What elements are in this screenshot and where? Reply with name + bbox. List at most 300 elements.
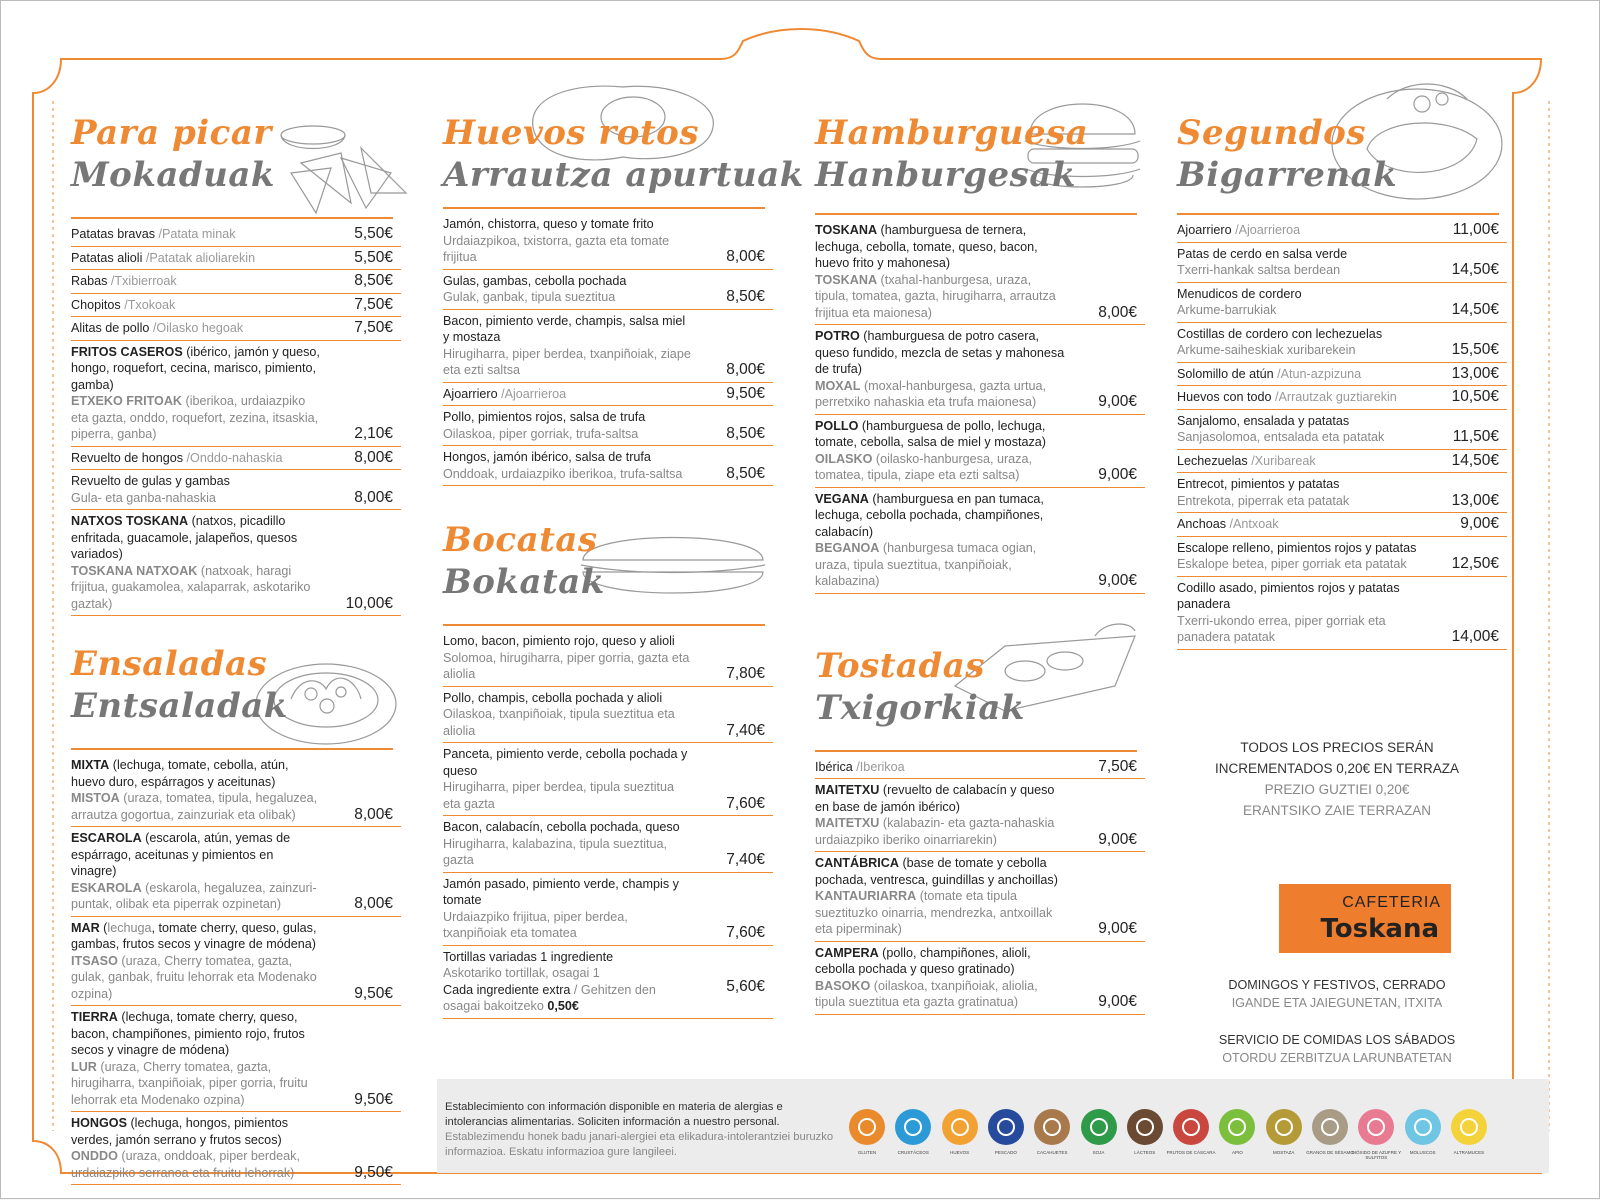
item-price: 8,00€ [726,248,765,265]
item-name-es [71,250,321,267]
item-name: VEGANA [815,491,869,506]
item-text-eu: (uraza, Cherry tomatea, gazta, hirugiharra, txanpiñoiak, piper gorria, fruitu lehorrak eta Modenako ozpina) [71,1059,308,1107]
shell-icon [1405,1109,1441,1145]
list-item [1177,537,1507,577]
item-name-eu: ETXEKO FRITOAK [71,394,183,408]
list-item [71,917,401,1007]
soy-icon [1081,1109,1117,1145]
list-item [443,383,773,407]
item-name-es [1177,389,1427,406]
item-text: (lechuga, tomate, cebolla, atún, huevo duro, espárragos y aceitunas) [71,758,289,789]
item-description-eu [815,540,1065,590]
item-name: TOSKANA [815,223,878,237]
item-name: POTRO [815,329,860,343]
item-name-es [1177,326,1427,343]
list-item [71,447,401,471]
item-name-es [443,273,693,290]
list-item [815,219,1145,325]
item-price: 5,60€ [726,978,765,995]
allergen-label: DIÓXIDO DE AZUFRE Y SULFITOS [1351,1150,1402,1160]
item-price: 8,50€ [726,464,765,482]
list-item [443,630,773,687]
lunch-note [1187,1031,1487,1067]
item-price: 7,80€ [726,665,765,682]
column-4 [1177,113,1507,650]
item-description-es [71,920,321,953]
sulphite-icon [1358,1109,1394,1145]
item-text: Menudicos de cordero [1177,286,1302,301]
item-name-es [1177,540,1427,557]
section-title-segundos [1177,113,1507,219]
item-text: Rabas [71,274,108,288]
section-divider [443,624,765,626]
item-price: 7,60€ [726,924,765,941]
item-name-eu: Solomoa, hirugiharra, piper gorria, gazta eta aliolia [443,650,690,681]
item-text: (hamburguesa de potro casera, queso fundido, mezcla de setas y mahonesa de trufa) [815,329,1065,376]
allergen-label: MOSTAZA [1272,1150,1295,1155]
list-item [443,873,773,946]
item-description-es [71,344,321,394]
item-name-es [71,297,321,314]
list-item [71,270,401,294]
list-item [815,779,1145,852]
item-name-eu-inline: /Ajoarrieroa [497,386,567,401]
item-description-eu [71,790,321,823]
item-price: 9,00€ [1098,830,1137,848]
item-text: Alitas de pollo [71,321,150,335]
list-item [815,325,1145,415]
item-price: 8,00€ [354,895,393,912]
item-name-es [443,313,693,346]
item-name-es [1177,476,1427,493]
item-text-eu: (natxoak, haragi frijitua, guakamolea, xalaparrak, askotariko gaztak) [71,563,311,611]
logo-line-1: CAFETERIA [1342,894,1441,911]
item-name-eu: Gula- eta ganba-nahaskia [71,490,216,505]
section-divider [815,750,1137,752]
list-item [71,827,401,917]
item-name-eu: ESKAROLA [71,880,142,895]
item-text: Entrecot, pimientos y patatas [1177,477,1340,491]
item-text: Pollo, pimientos rojos, salsa de trufa [443,410,646,424]
allergen-info-es: Establecimiento con información disponible en materia de alergias e intolerancias alimentarias. Soliciten información a nuestro personal. [445,1101,783,1128]
item-price: 15,50€ [1451,341,1499,358]
item-description-es [71,1115,321,1148]
item-text: Jamón pasado, pimiento verde, champis y tomate [443,876,679,907]
item-price: 9,50€ [354,1163,393,1181]
item-name-eu: TOSKANA [815,272,878,287]
item-text: Revuelto de hongos [71,450,184,465]
section-divider [443,207,765,209]
section-divider [71,217,393,219]
item-price: 8,00€ [1098,303,1137,321]
item-text-eu: (kalabazin- eta gazta-nahaskia urdaiazpiko iberiko oinarriarekin) [815,816,1055,847]
list-item [815,942,1145,1015]
list-item [71,341,401,447]
mustard-icon [1266,1109,1302,1145]
item-text-eu: (eskarola, hegaluzea, zainzuri-puntak, olibak eta piperrak ozpinetan) [71,880,317,911]
allergen-label: ALTRAMUCES [1453,1150,1485,1155]
closed-note-eu: IGANDE ETA JAIEGUNETAN, ITXITA [1231,996,1443,1010]
column-3 [815,113,1145,1015]
list-item [1177,386,1507,410]
item-price: 10,50€ [1451,388,1499,405]
item-price: 9,00€ [1098,993,1137,1010]
terraza-note-eu: PREZIO GUZTIEI 0,20€ ERANTSIKO ZAIE TERRAZAN [1242,782,1432,818]
section-heading-es: Segundos [1177,113,1366,153]
lunch-note-eu: OTORDU ZERBITZUA LARUNBATETAN [1222,1051,1452,1065]
item-description-eu [71,563,321,613]
item-text: (hamburguesa de ternera, lechuga, cebolla, tomate, queso, bacon, huevo frito y mahonesa) [815,223,1038,270]
item-name-eu-inline: /Xuribareak [1247,453,1316,468]
item-price: 14,50€ [1451,301,1499,318]
section-heading-eu: Entsaladak [71,686,288,726]
closed-note-es: DOMINGOS Y FESTIVOS, CERRADO [1228,978,1446,992]
item-price: 2,10€ [354,425,393,442]
item-name-es [1177,580,1427,613]
peanut-icon [1034,1109,1070,1145]
item-price: 9,50€ [354,984,393,1002]
item-description-es [815,945,1065,978]
item-text-eu: (uraza, tomatea, tipula, hegaluzea, arrautza gogortua, zainzuriak eta olibak) [71,791,318,822]
list-item [443,310,773,383]
item-text: Ajoarriero [443,386,498,401]
item-description-es [815,855,1065,888]
item-text: Solomillo de atún [1177,366,1274,381]
cafeteria-toskana-logo [1279,884,1451,953]
item-text: Patas de cerdo en salsa verde [1177,246,1348,261]
item-name-es [1177,246,1427,263]
list-item [71,247,401,271]
item-name-es [443,819,693,836]
item-price: 7,40€ [726,851,765,868]
item-name-es [1177,286,1427,303]
list-item [443,687,773,744]
crab-icon [895,1109,931,1145]
item-text-eu: (uraza, onddoak, piper berdeak, urdaiazpiko serranoa eta fruitu lehorrak) [71,1149,300,1180]
item-price: 11,50€ [1452,428,1499,445]
item-name-es [71,450,321,467]
list-item [815,488,1145,594]
item-price: 12,50€ [1451,555,1499,572]
item-price: 5,50€ [354,248,393,266]
item-price: 9,00€ [1098,572,1137,589]
item-name-es [71,320,321,337]
section-title-tostadas [815,646,1145,756]
item-name-eu: BEGANOA [815,541,880,555]
list-item [443,213,773,270]
item-name-es [443,633,693,650]
allergen-label: PESCADO [994,1150,1017,1155]
list-item [815,415,1145,488]
item-text: Huevos con todo [1177,390,1272,404]
closed-note [1187,976,1487,1012]
item-text: Ibérica [815,759,853,774]
item-name-es [443,690,693,707]
item-description-eu [71,1148,321,1181]
item-description-eu [71,953,321,1003]
item-text: , tomate cherry, queso, gulas, gambas, frutos secos y vinagre de módena) [71,920,317,951]
menu-list-huevos [443,213,773,486]
list-item [443,816,773,873]
list-item [1177,243,1507,283]
list-item [1177,363,1507,387]
item-description-eu [815,815,1065,848]
list-item [71,510,401,616]
item-text: Bacon, pimiento verde, champis, salsa miel y mostaza [443,313,686,344]
list-item [1177,473,1507,513]
item-price: 9,00€ [1098,393,1137,410]
item-name-es [1177,453,1427,470]
section-heading-eu: Bigarrenak [1177,155,1398,195]
item-text: Hongos, jamón ibérico, salsa de trufa [443,450,651,464]
item-text-eu: (iberikoa, urdaiazpiko eta gazta, onddo, roquefort, zezina, itsaskia, piperra, ganba) [71,394,319,441]
item-description-eu [815,378,1065,411]
column-2 [443,113,804,1019]
item-price: 8,50€ [726,288,765,305]
item-description-es [815,418,1065,451]
item-text-muted: lechuga [107,920,152,935]
section-heading-eu: Arrautza apurtuak [443,155,804,195]
egg-icon [942,1109,978,1145]
list-item [1177,577,1507,650]
item-name-eu: ONDDO [71,1149,118,1163]
item-name-eu: ITSASO [71,953,118,968]
list-item [443,743,773,816]
section-heading-eu: Mokaduak [71,155,275,195]
item-name: CANTÁBRICA [815,856,899,870]
wheat-icon [849,1109,885,1145]
item-name-es [1177,413,1427,430]
item-name-eu: OILASKO [815,451,873,466]
allergen-label: CACAHUETES [1036,1150,1068,1155]
item-price: 8,50€ [354,272,393,289]
item-description-es [71,757,321,790]
item-price: 9,50€ [354,1090,393,1108]
item-name-eu: Urdaiazpikoa, txistorra, gazta eta tomate frijitua [443,233,670,264]
list-item [1177,513,1507,537]
item-text: (escarola, atún, yemas de espárrago, aceitunas y pimientos en vinagre) [71,831,291,878]
item-price: 8,00€ [354,448,393,466]
item-text-eu: (tomate eta tipula sueztituzko oinarria, mendrezka, antxoillak eta piperminak) [815,889,1053,936]
item-description-es [815,782,1065,815]
list-item [443,446,773,486]
item-description-eu [71,393,321,443]
item-text: Codillo asado, pimientos rojos y patatas panadera [1177,580,1400,611]
column-1 [71,113,401,1185]
item-name: MIXTA [71,758,110,772]
item-price: 8,00€ [354,805,393,823]
item-name-es [443,216,693,233]
item-description-es [71,830,321,880]
item-name: NATXOS TOSKANA [71,514,189,528]
item-text: Ajoarriero [1177,223,1232,237]
item-name-eu: Oilaskoa, txanpiñoiak, tipula sueztitua eta aliolia [443,707,675,738]
item-name-es: Tortillas variadas 1 ingrediente [443,949,614,964]
item-text: Revuelto de gulas y gambas [71,474,230,488]
extra-label-eu: / Gehitzen den osagai bakoitzeko [443,982,656,1013]
item-name: FRITOS CASEROS [71,344,183,359]
lunch-note-es: SERVICIO DE COMIDAS LOS SÁBADOS [1218,1033,1456,1047]
section-heading-eu: Hanburgesak [815,155,1076,195]
item-name-eu: MAITETXU [815,816,880,830]
item-extra [443,982,693,1015]
item-text-eu: (hanburgesa tumaca ogian, uraza, tipula sueztitua, txanpiñoiak, kalabazina) [815,541,1037,588]
item-price: 7,60€ [726,794,765,812]
item-text: (revuelto de calabacín y queso en base de jamón ibérico) [815,783,1055,814]
section-heading-es: Hamburguesa [815,113,1089,153]
item-name-eu: Askotariko tortillak, osagai 1 [443,966,600,980]
extra-label-es: Cada ingrediente extra [443,982,571,997]
item-name-eu: Eskalope betea, piper gorriak eta patatak [1177,557,1407,571]
item-name-eu: Hirugiharra, piper berdea, txanpiñoiak, ziape eta ezti saltsa [443,346,691,377]
item-name-eu: Gulak, ganbak, tipula sueztitua [443,290,616,304]
item-name: MAITETXU [815,783,880,797]
item-name-es [71,473,321,490]
list-item [1177,450,1507,474]
item-name-eu: BASOKO [815,978,871,993]
item-description-eu [815,451,1065,484]
item-name-es [1177,516,1427,533]
item-description-eu [71,1059,321,1109]
item-name-es [443,876,693,909]
lupin-icon [1451,1109,1487,1145]
celery-icon [1219,1109,1255,1145]
section-heading-es: Huevos rotos [443,113,700,153]
item-name-eu: Oilaskoa, piper gorriak, trufa-saltsa [443,426,639,441]
item-name-eu: Entrekota, piperrak eta patatak [1177,493,1350,508]
section-title-huevos [443,113,804,213]
item-text-eu: (moxal-hanburgesa, gazta urtua, perretxiko nahaskia eta trufa maionesa) [815,378,1046,409]
menu-list-tostadas [815,756,1145,1015]
item-name-eu-inline: /Txibierroak [110,274,177,288]
item-text: (ibérico, jamón y queso, hongo, roquefort, cecina, marisco, pimiento, gamba) [71,344,320,392]
terraza-note [1187,737,1487,821]
list-item [1177,283,1507,323]
item-text: Costillas de cordero con lechezuelas [1177,326,1383,341]
item-name-eu: MOXAL [815,378,861,393]
item-name-es [1177,366,1427,383]
allergen-info-eu: Establezimendu honek badu janari-alergiei eta elikadura-intolerantziei buruzko informazioa. Eskatu informazioa gure langileei. [445,1131,834,1158]
allergen-label: GRANOS DE SÉSAMO [1306,1150,1354,1155]
item-price: 9,00€ [1098,920,1137,937]
item-name-eu: Sanjasolomoa, entsalada eta patatak [1177,430,1385,444]
list-item [815,852,1145,942]
section-heading-eu: Bokatak [443,562,605,602]
section-heading-es: Bocatas [443,520,598,560]
list-item [71,1006,401,1112]
list-item [71,470,401,510]
list-item-tortillas [443,946,773,1019]
item-price: 9,00€ [1460,515,1499,532]
item-text: Anchoas [1177,517,1227,531]
item-name-eu: TOSKANA NATXOAK [71,563,198,578]
item-description-es [815,222,1065,272]
item-text: (pollo, champiñones, alioli, cebolla pochada y queso gratinado) [815,945,1031,976]
item-text: (hamburguesa de pollo, lechuga, tomate, cebolla, salsa de miel y mostaza) [815,418,1046,449]
allergen-label: CRUSTÁCEOS [897,1150,929,1155]
section-heading-es: Para picar [71,113,272,153]
item-name-eu: Onddoak, urdaiazpiko iberikoa, trufa-saltsa [443,466,683,481]
terraza-note-es: TODOS LOS PRECIOS SERÁN INCREMENTADOS 0,20€ EN TERRAZA [1214,740,1460,776]
item-description-es [815,491,1065,541]
allergen-label: FRUTOS DE CÁSCARA [1166,1150,1216,1155]
item-description-eu [815,888,1065,938]
item-price: 14,50€ [1451,451,1499,469]
item-name-es [443,386,693,403]
menu-list-ensaladas [71,754,401,1185]
item-price: 10,00€ [345,594,393,612]
item-text: Lomo, bacon, pimiento rojo, queso y alioli [443,634,675,648]
list-item [71,1112,401,1185]
item-text: (base de tomate y cebolla pochada, ventresca, guindillas y anchoillas) [815,856,1058,887]
item-name-eu-inline: /Antxoak [1226,517,1279,531]
extra-price: 0,50€ [547,999,579,1013]
item-text: Bacon, calabacín, cebolla pochada, queso [443,820,680,834]
item-name-eu: Urdaiazpiko frijitua, piper berdea, txanpiñoiak eta tomatea [443,909,628,940]
item-name-es [71,273,321,290]
item-text: (natxos, picadillo enfritada, guacamole, jalapeños, quesos variados) [71,514,298,561]
item-name-es [71,226,321,243]
item-price: 8,50€ [726,424,765,442]
item-description-es [71,1009,321,1059]
item-price: 11,00€ [1452,221,1499,238]
item-text-eu: (txahal-hanburgesa, uraza, tipula, tomatea, gazta, hirugiharra, arrautza frijitua eta maionesa) [815,272,1056,320]
item-price: 9,50€ [726,384,765,402]
section-title-ensaladas [71,644,401,754]
list-item [71,317,401,341]
item-name-eu-inline: /Onddo-nahaskia [186,450,283,465]
milk-icon [1127,1109,1163,1145]
item-name-eu-inline: /Patatak alioliarekin [145,250,256,265]
item-text-eu: (oilaskoa, txanpiñoiak, aliolia, tipula sueztitua eta gazta gratinatua) [815,978,1038,1009]
item-price: 7,50€ [354,319,393,336]
list-item [71,754,401,827]
item-text: Panceta, pimiento verde, cebolla pochada y queso [443,747,688,778]
item-name-es [1177,222,1427,239]
item-name-eu-inline: /Oilasko hegoak [152,321,244,335]
list-item [1177,410,1507,450]
item-name: CAMPERA [815,945,879,960]
item-price: 8,00€ [726,361,765,378]
section-heading-es: Ensaladas [71,644,268,684]
item-text-eu: (uraza, Cherry tomatea, gazta, gulak, ganbak, fruitu lehorrak eta Modenako ozpina) [71,953,317,1001]
item-name-eu: Hirugiharra, kalabazina, tipula sueztitua, gazta [443,836,668,867]
section-divider [71,748,393,750]
item-description-eu [815,978,1065,1011]
item-description-es [815,328,1065,378]
list-item [815,756,1145,780]
item-name-eu-inline: /Ajoarrieroa [1231,223,1301,237]
sesame-icon [1312,1109,1348,1145]
item-text: Lechezuelas [1177,453,1248,468]
item-name-eu: LUR [71,1059,97,1074]
item-name-eu-inline: /Arrautzak guztiarekin [1271,390,1397,404]
allergen-label: LÁCTEOS [1134,1150,1156,1155]
section-heading-es: Tostadas [815,645,985,686]
item-name-eu: Arkume-barrukiak [1177,303,1277,317]
item-name-es [443,449,693,466]
allergen-label: APIO [1232,1150,1243,1155]
section-divider [1177,213,1499,215]
allergen-label: GLUTEN [857,1150,877,1155]
nachos-sketch-icon [271,113,411,223]
item-name-eu: Txerri-ukondo errea, piper gorriak eta panadera patatak [1177,613,1386,644]
allergen-info [445,1100,845,1160]
nut-icon [1173,1109,1209,1145]
item-description-eu [815,272,1065,322]
item-price: 13,00€ [1451,491,1499,509]
item-text-eu: (oilasko-hanburgesa, uraza, tomatea, tipula, ziape eta ezti saltsa) [815,451,1032,482]
